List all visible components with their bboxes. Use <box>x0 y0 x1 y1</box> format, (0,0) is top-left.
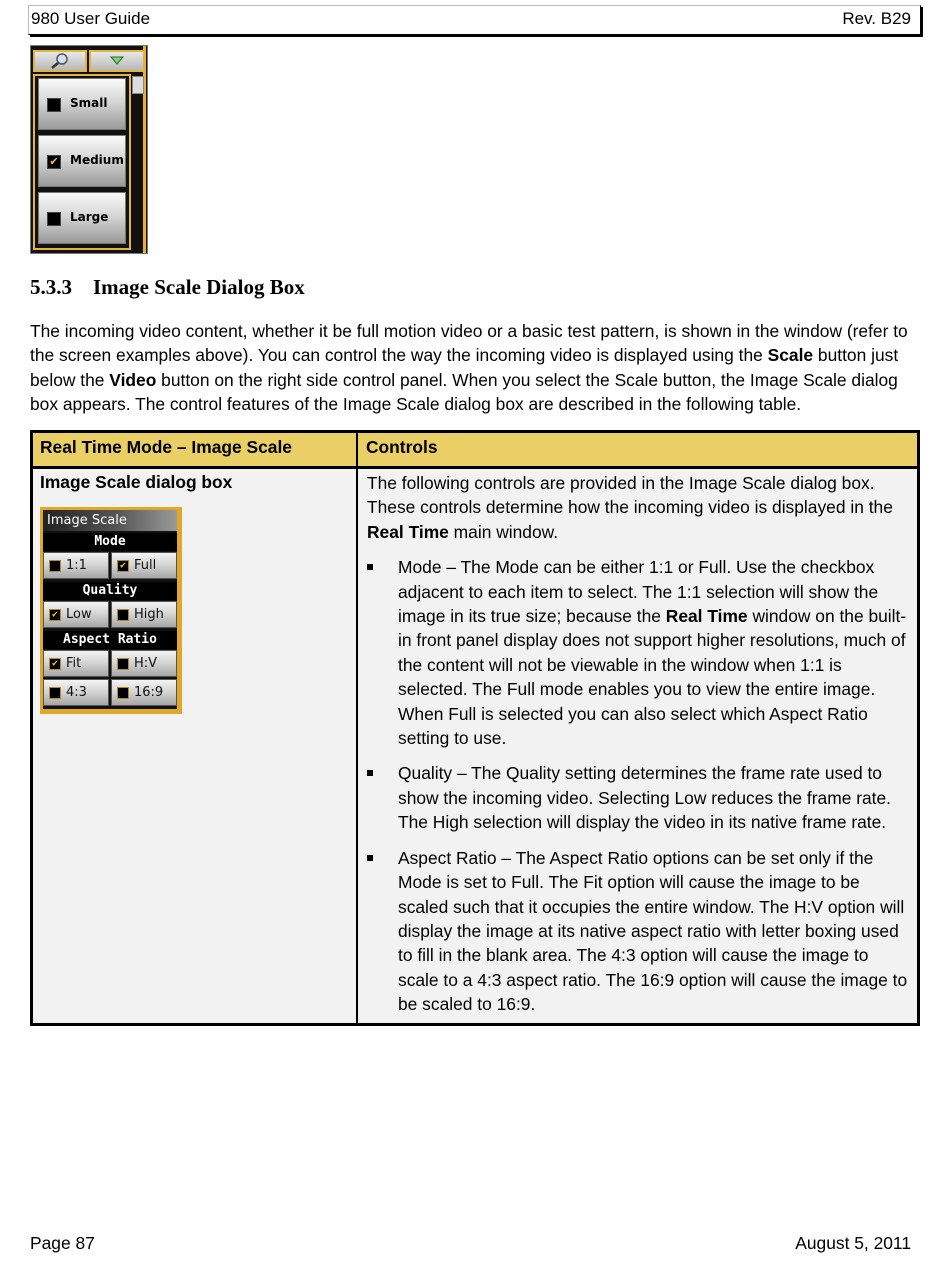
list-item-quality <box>367 761 913 834</box>
mode-bold: Real Time <box>665 606 748 627</box>
image-scale-dialog <box>40 507 182 714</box>
option-label: Full <box>134 558 157 573</box>
aspect-16-9-option[interactable] <box>111 679 177 706</box>
desc-bold: Real Time <box>367 521 449 542</box>
mode-text: Mode – The Mode can be either 1:1 or Full. Use the checkbox adjacent to each item to select. The 1:1 selection will show the image in its true size; because the <box>398 557 879 627</box>
header-title: 980 User Guide <box>31 9 151 28</box>
controls-list <box>367 555 913 1016</box>
checkmark-icon: ✔ <box>47 155 61 169</box>
option-label: Fit <box>66 656 82 671</box>
list-item-mode <box>367 555 913 750</box>
mode-1to1-option[interactable] <box>43 552 109 579</box>
intro-bold-video: Video <box>109 369 157 390</box>
dialog-title: Image Scale <box>43 510 177 531</box>
footer-date: August 5, 2011 <box>795 1233 911 1253</box>
mode-full-option[interactable] <box>111 552 177 579</box>
quality-high-option[interactable] <box>111 601 177 628</box>
zoom-scale-popup <box>30 45 148 254</box>
zoom-option-small[interactable] <box>38 78 126 130</box>
option-label: 1:1 <box>66 558 87 573</box>
zoom-option-medium[interactable] <box>38 135 126 187</box>
bullet-icon <box>367 770 373 776</box>
page-header <box>28 5 921 35</box>
header-revision: Rev. B29 <box>842 9 911 28</box>
popup-toolbar <box>33 50 145 72</box>
option-label: H:V <box>134 656 158 671</box>
zoom-button[interactable] <box>33 50 87 72</box>
checkbox-icon <box>49 687 61 699</box>
controls-description <box>367 471 913 1028</box>
intro-bold-scale: Scale <box>767 345 814 366</box>
aspect-section-label: Aspect Ratio <box>43 631 177 649</box>
aspect-fit-option[interactable] <box>43 650 109 677</box>
controls-table <box>30 430 920 1026</box>
desc-text: The following controls are provided in the Image Scale dialog box. These controls determine how the incoming video is displayed in the <box>367 473 893 518</box>
intro-paragraph <box>30 319 930 417</box>
aspect-4-3-option[interactable] <box>43 679 109 706</box>
bullet-icon <box>367 564 373 570</box>
section-number: 5.3.3 <box>30 275 72 299</box>
option-label: 4:3 <box>66 685 87 700</box>
option-label: High <box>134 607 164 622</box>
desc-text: main window. <box>448 521 559 542</box>
option-label: Low <box>66 607 92 622</box>
zoom-option-label: Medium <box>70 153 124 167</box>
bullet-icon <box>367 855 373 861</box>
quality-text: Quality – The Quality setting determines the frame rate used to show the incoming video. Selecting Low reduces the frame rate. The High selection will display the video in its native frame rate. <box>398 763 892 833</box>
zoom-option-label: Small <box>70 96 108 110</box>
column-divider <box>356 433 358 1023</box>
quality-low-option[interactable] <box>43 601 109 628</box>
checkbox-icon <box>47 98 61 112</box>
quality-section-label: Quality <box>43 582 177 600</box>
intro-text: button on the right side control panel. When you select the Scale button, the Image Scale dialog box appears. The control features of the Image Scale dialog box are described in the following table. <box>30 369 898 415</box>
zoom-option-large[interactable] <box>38 192 126 244</box>
option-label: 16:9 <box>134 685 164 700</box>
aspect-hv-option[interactable] <box>111 650 177 677</box>
section-title: Image Scale Dialog Box <box>93 275 305 299</box>
footer-page-number: Page 87 <box>30 1233 95 1253</box>
checkmark-icon: ✔ <box>117 560 129 572</box>
mode-text: window on the built-in front panel display does not support higher resolutions, much of the content will not be viewable in the window when 1:1 is selected. The Full mode enables you to view the entire image. When Full is selected you can also select which Aspect Ratio setting to use. <box>398 606 907 749</box>
col2-header: Controls <box>366 437 438 457</box>
checkbox-icon <box>117 609 129 621</box>
intro-text: The incoming video content, whether it be full motion video or a basic test pattern, is shown in the window (refer to the screen examples above). You can control the way the incoming video is displayed using the <box>30 321 908 366</box>
aspect-text: Aspect Ratio – The Aspect Ratio options can be set only if the Mode is set to Full. The Fit option will cause the image to be scaled such that it occupies the entire window. The H:V option will display the image at its native aspect ratio with letter boxing used to fill in the blank area. The 4:3 option will cause the image to scale to a 4:3 aspect ratio. The 16:9 option will cause the image to be scaled to 16:9. <box>398 847 908 1015</box>
dialog-body <box>43 510 177 709</box>
checkbox-icon <box>47 212 61 226</box>
intro-text: button just below the <box>30 345 899 390</box>
checkbox-icon <box>49 560 61 572</box>
zoom-option-label: Large <box>70 210 109 224</box>
dropdown-button[interactable] <box>89 50 145 72</box>
section-heading <box>30 275 305 300</box>
checkbox-icon <box>117 658 129 670</box>
checkmark-icon: ✔ <box>49 609 61 621</box>
col1-header: Real Time Mode – Image Scale <box>40 437 292 457</box>
row-title: Image Scale dialog box <box>40 472 233 492</box>
controls-intro <box>367 471 913 544</box>
zoom-options-panel <box>33 74 131 250</box>
checkbox-icon <box>117 687 129 699</box>
checkmark-icon: ✔ <box>49 658 61 670</box>
list-item-aspect <box>367 846 913 1017</box>
popup-scrollbar[interactable] <box>132 76 144 94</box>
mode-section-label: Mode <box>43 533 177 551</box>
